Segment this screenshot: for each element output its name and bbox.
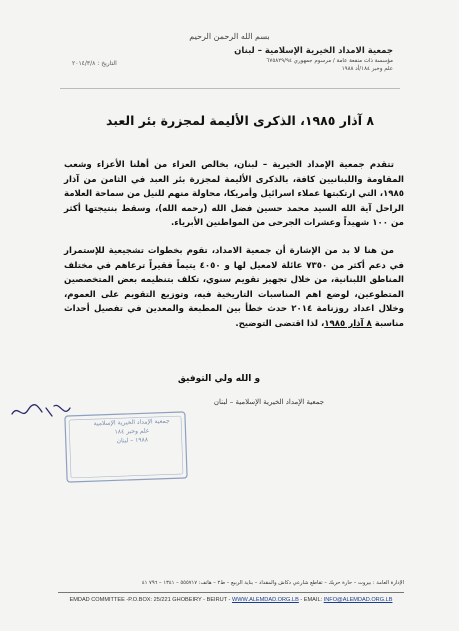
letter-title: ٨ آذار ١٩٨٥، الذكرى الأليمة لمجزرة بئر العبد xyxy=(106,113,374,128)
paragraph-clarification xyxy=(64,244,404,332)
organization-name: جمعية الامداد الخيرية الإسلامية – لبنان xyxy=(234,46,393,56)
paragraph-clarification-end: ، لذا اقتضى التوضيح. xyxy=(235,318,325,329)
signature-line: جمعية الإمداد الخيرية الإسلامية – لبنان xyxy=(213,398,325,406)
letter-date: التاريخ : ٢٠١٤/٣/٨ xyxy=(72,60,117,67)
letter-body xyxy=(64,158,404,332)
handwritten-date-signature xyxy=(8,398,78,422)
footer-address-arabic: الإدارة العامة : بيروت – حارة حريك – تقاطع شارعي دكاش والمقداد – بناية الربيع – ط٢ – هاتف: ٥٥٥٧١٧ – ١٣٤١ – ٧٩٦ ٤١ xyxy=(141,580,404,586)
science-notice-line: علم وخبر ١٨٤/أد ١٩٨٨ xyxy=(341,66,393,72)
registration-line: مؤسسة ذات منفعة عامة / مرسوم جمهوري ٦٧٥٨٢٩/٩٤ xyxy=(266,58,393,64)
footer-email-label: - EMAIL: xyxy=(298,597,324,603)
footer-divider xyxy=(58,592,404,593)
stamp-text xyxy=(80,416,185,447)
header-divider xyxy=(60,88,400,89)
email-link[interactable]: INFO@ALEMDAD.ORG.LB xyxy=(323,597,393,603)
stamp-line-2: علم وخبر ١٨٤ xyxy=(114,427,150,436)
stamp-line-1: جمعية الإمداد الخيرية الإسلامية xyxy=(93,417,170,428)
underlined-event-date: ٨ آذار ١٩٨٥ xyxy=(324,318,372,329)
footer-contact-english xyxy=(58,597,404,603)
paragraph-condolence: تتقدم جمعية الإمداد الخيرية – لبنان، بخالص العزاء من أهلنا الأعزاء وشعب المقاومة واللبنانيين كافة، بالذكرى الأليمة لمجزرة بئر العبد في الثامن من آذار ١٩٨٥، التي ارتكبتها عملاء اسرائيل وأمريكا، محاولة منهم للنيل من سماحة العلامة الراحل آية الله السيد محمد حسين فضل الله (رحمه الله)، وسقط بنتيجتها أكثر من ١٠٠ شهيداً وعشرات الجرحى من المواطنين الأبرياء. xyxy=(64,160,404,229)
paragraph-clarification-text: من هنا لا بد من الإشارة أن جمعية الامداد، تقوم بخطوات تشجيعية للإستمرار في دعم أكثر من ٧٣٥٠ عائلة لامعيل لها و ٤٠٥٠ يتيماً فقيراً ترعاهم في مختلف المناطق اللبنانية، من خلال تجهيز تقويم سنوي، تكلف بتنظيمه بعض المتخصصين المتطوعين، لوضع اهم المناسبات التاريخية فيه، وتوزيع التقويم على العموم، وخلال اعداد روزنامة ٢٠١٤ حدث خطأ بين المطبعة والمعدين في تفصيل أحداث مناسبة xyxy=(64,245,404,329)
closing-line: و الله ولي التوفيق xyxy=(177,374,261,384)
basmala: بسم الله الرحمن الرحيم xyxy=(189,32,270,41)
website-link[interactable]: WWW.ALEMDAD.ORG.LB xyxy=(231,597,299,603)
footer-po-box: EMDAD COMMITTEE -P.O.BOX: 25/221 GHOBEIRY - BEIRUT - xyxy=(69,597,232,603)
organization-header xyxy=(223,46,393,73)
stamp-line-3: ١٩٨٨ – لبنان xyxy=(116,436,149,445)
